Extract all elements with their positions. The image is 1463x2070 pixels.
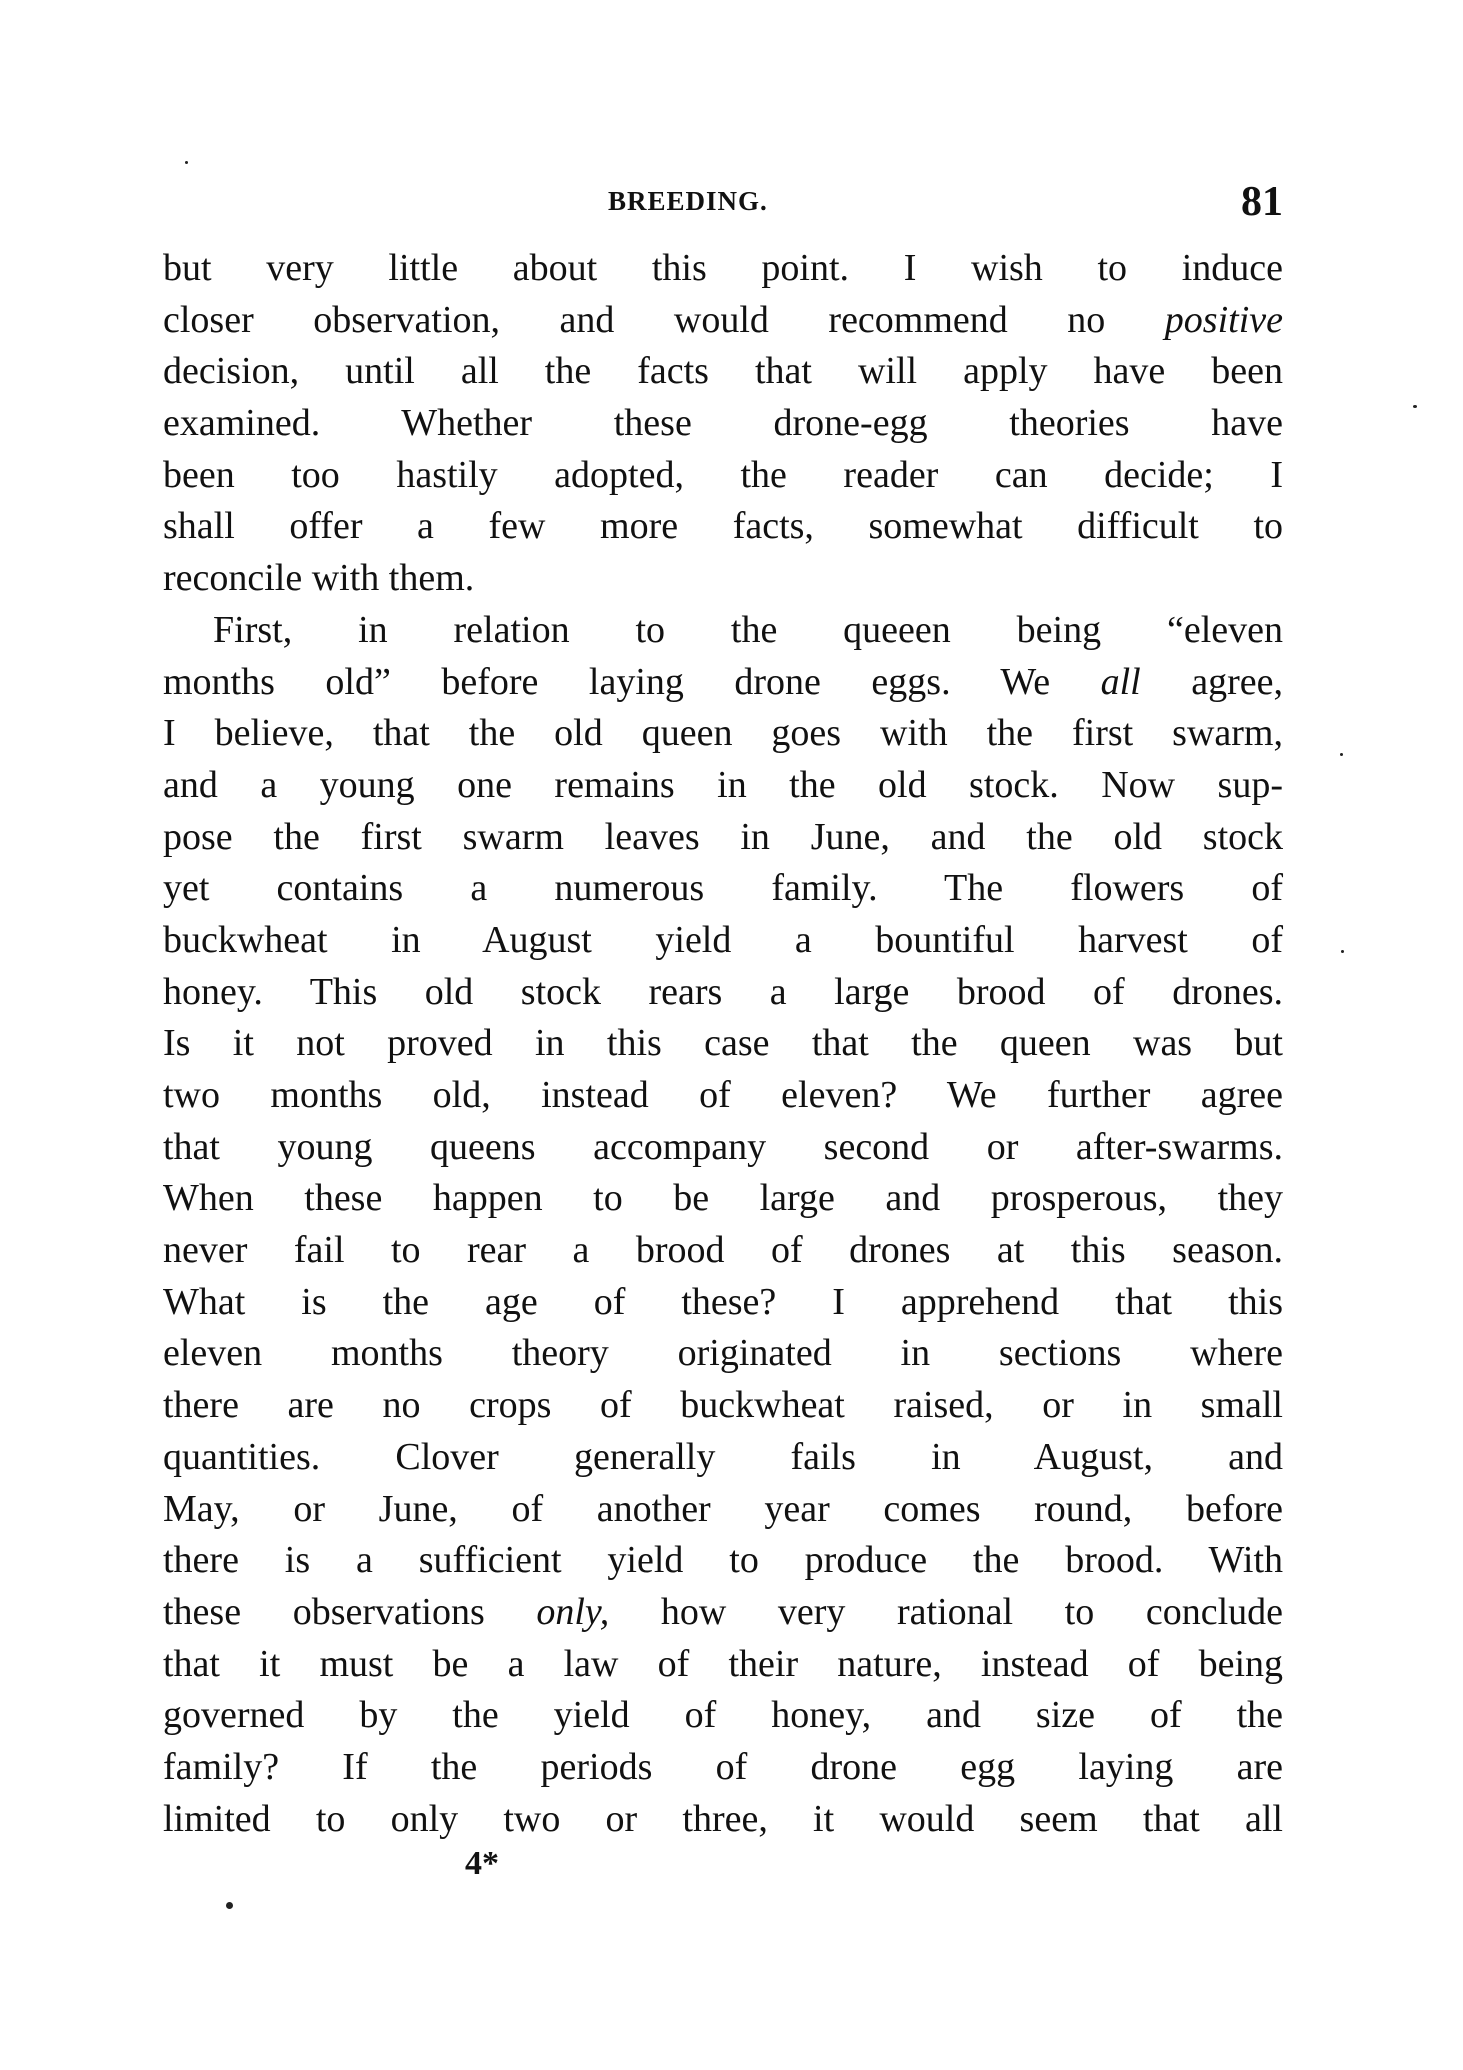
italic-emphasis: positive [1164, 298, 1283, 341]
text-run: agree, [1140, 660, 1283, 703]
text-line [163, 1173, 1283, 1225]
text-run: but very little about this point. I wish to induce [163, 247, 1283, 289]
text-line [163, 1380, 1283, 1432]
text-run: and a young one remains in the old stock. Now sup- [163, 763, 1283, 806]
text-run: that young queens accompany second or after-swarms. [163, 1125, 1283, 1168]
ink-speck [1413, 405, 1417, 408]
text-run: governed by the yield of honey, and size of the [163, 1694, 1283, 1737]
text-line [163, 553, 1283, 605]
text-run: how very rational to conclude [609, 1590, 1283, 1633]
text-line [163, 243, 1283, 295]
text-run: two months old, instead of eleven? We further agree [163, 1074, 1283, 1116]
text-run: yet contains a numerous family. The flowers of [163, 867, 1283, 910]
text-line [163, 1742, 1283, 1794]
running-title: BREEDING. [608, 186, 768, 216]
text-run: examined. Whether these drone-egg theories have [163, 402, 1283, 445]
running-head [163, 178, 1283, 228]
text-line [163, 863, 1283, 915]
ink-speck [185, 161, 188, 164]
text-run: been too hastily adopted, the reader can decide; I [163, 453, 1283, 496]
text-run: eleven months theory originated in sections where [163, 1332, 1283, 1375]
text-line [163, 1432, 1283, 1484]
italic-emphasis: only, [536, 1590, 610, 1633]
text-line [163, 812, 1283, 864]
text-run: pose the first swarm leaves in June, and the old stock [163, 815, 1283, 858]
text-line [163, 1639, 1283, 1691]
text-line [163, 398, 1283, 450]
text-run: that it must be a law of their nature, instead of being [163, 1642, 1283, 1685]
text-run: closer observation, and would recommend no [163, 298, 1165, 341]
text-run: never fail to rear a brood of drones at this season. [163, 1229, 1283, 1272]
signature-mark: 4* [465, 1845, 499, 1882]
text-line [163, 1328, 1283, 1380]
text-run: decision, until all the facts that will apply have been [163, 350, 1283, 393]
text-line [163, 1484, 1283, 1536]
text-line [163, 1122, 1283, 1174]
text-run: these observations [163, 1590, 537, 1633]
text-run: family? If the periods of drone egg laying are [163, 1745, 1283, 1788]
text-run: months old” before laying drone eggs. We [163, 660, 1101, 703]
text-line [163, 760, 1283, 812]
text-line [163, 1225, 1283, 1277]
page-number: 81 [1241, 179, 1283, 225]
text-line [163, 346, 1283, 398]
ink-speck [226, 1902, 233, 1909]
text-run: First, in relation to the queeen being “eleven [213, 608, 1283, 651]
text-line [163, 708, 1283, 760]
text-run: When these happen to be large and prosperous, they [163, 1177, 1283, 1220]
body-text [163, 243, 1283, 1845]
text-line [163, 605, 1283, 657]
text-run: quantities. Clover generally fails in August, and [163, 1435, 1283, 1478]
text-line [163, 1277, 1283, 1329]
text-line [163, 657, 1283, 709]
text-line [163, 1018, 1283, 1070]
text-line [163, 501, 1283, 553]
text-run: limited to only two or three, it would seem that all [163, 1797, 1283, 1840]
ink-speck [1340, 753, 1343, 756]
text-line [163, 1535, 1283, 1587]
text-line [163, 1690, 1283, 1742]
text-line [163, 967, 1283, 1019]
text-run: there is a sufficient yield to produce the brood. With [163, 1539, 1283, 1582]
text-run: honey. This old stock rears a large brood of drones. [163, 970, 1283, 1013]
text-run: Is it not proved in this case that the queen was but [163, 1022, 1283, 1065]
text-line [163, 1587, 1283, 1639]
text-line [163, 1070, 1283, 1122]
text-run: buckwheat in August yield a bountiful harvest of [163, 918, 1283, 961]
text-run: I believe, that the old queen goes with the first swarm, [163, 712, 1283, 755]
text-line [163, 1794, 1283, 1846]
text-run: May, or June, of another year comes round, before [163, 1487, 1283, 1530]
text-line [163, 450, 1283, 502]
italic-emphasis: all [1100, 660, 1141, 703]
text-line [163, 295, 1283, 347]
text-run: shall offer a few more facts, somewhat difficult to [163, 505, 1283, 548]
ink-speck [1341, 950, 1344, 953]
text-line [163, 915, 1283, 967]
text-run: reconcile with them. [163, 557, 475, 600]
text-run: What is the age of these? I apprehend that this [163, 1280, 1283, 1323]
text-run: there are no crops of buckwheat raised, or in small [163, 1384, 1283, 1427]
